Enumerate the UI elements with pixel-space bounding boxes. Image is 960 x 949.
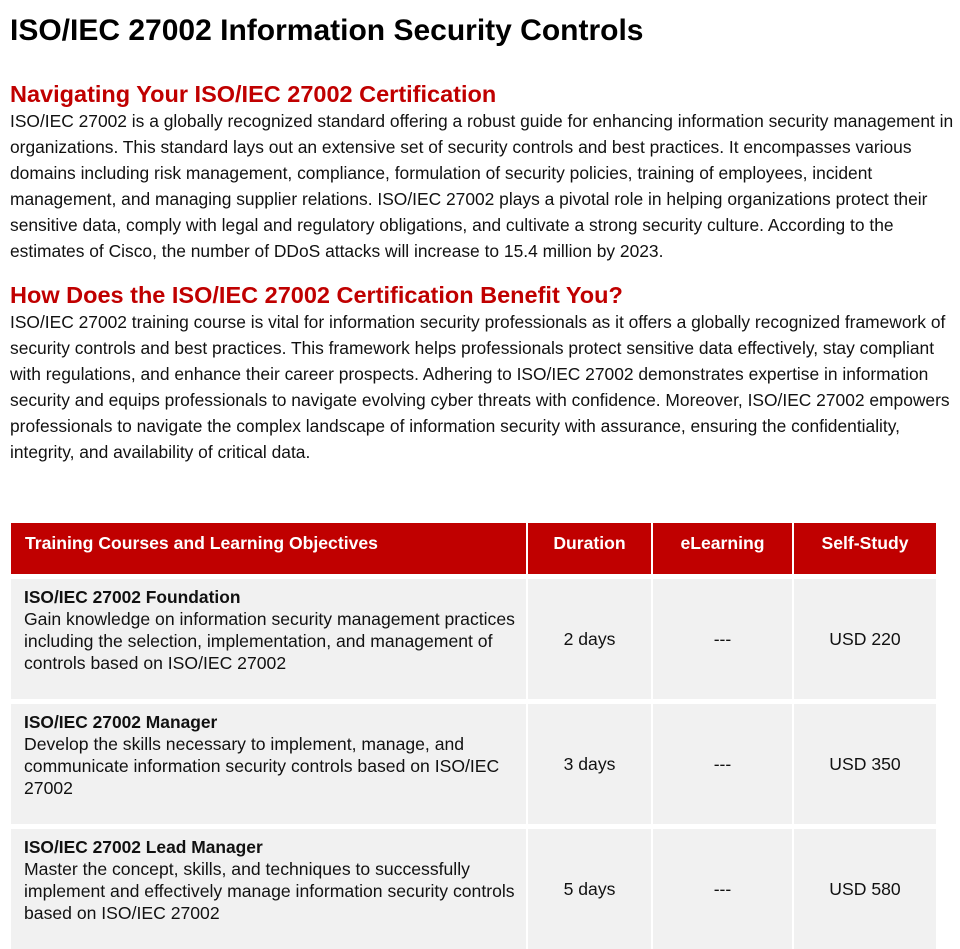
document-page	[10, 0, 955, 465]
section-heading-navigating: Navigating Your ISO/IEC 27002 Certification	[10, 81, 497, 107]
course-cell	[11, 579, 527, 699]
header-elearning: eLearning	[652, 523, 793, 574]
duration-cell: 2 days	[527, 579, 652, 699]
course-description: Master the concept, skills, and techniques to successfully implement and effectively manage information security controls based on ISO/IEC 27002	[24, 859, 515, 923]
course-description: Gain knowledge on information security management practices including the selection, implementation, and management of controls based on ISO/IEC 27002	[24, 609, 515, 673]
elearning-cell: ---	[652, 829, 793, 949]
table-row	[11, 579, 936, 699]
table-row	[11, 704, 936, 824]
self-study-cell: USD 350	[793, 704, 936, 824]
courses-table	[11, 523, 936, 949]
section-heading-benefit: How Does the ISO/IEC 27002 Certification Benefit You?	[10, 282, 623, 308]
table-row	[11, 829, 936, 949]
course-description: Develop the skills necessary to implement, manage, and communicate information security controls based on ISO/IEC 27002	[24, 734, 500, 798]
table-header-row	[11, 523, 936, 574]
course-cell	[11, 704, 527, 824]
duration-cell: 3 days	[527, 704, 652, 824]
courses-table-container	[11, 523, 936, 949]
course-cell	[11, 829, 527, 949]
header-self-study: Self-Study	[793, 523, 936, 574]
self-study-cell: USD 580	[793, 829, 936, 949]
self-study-cell: USD 220	[793, 579, 936, 699]
course-title: ISO/IEC 27002 Manager	[24, 712, 218, 732]
duration-cell: 5 days	[527, 829, 652, 949]
elearning-cell: ---	[652, 704, 793, 824]
section-body-benefit: ISO/IEC 27002 training course is vital for information security professionals as it offers a globally recognized framework of security controls and best practices. This framework helps professionals protect sensitive data effectively, stay compliant with regulations, and enhance their career prospects. Adhering to ISO/IEC 27002 demonstrates expertise in information security and equips professionals to navigate evolving cyber threats with confidence. Moreover, ISO/IEC 27002 empowers professionals to navigate the complex landscape of information security with assurance, ensuring the confidentiality, integrity, and availability of critical data.	[10, 312, 950, 462]
course-title: ISO/IEC 27002 Foundation	[24, 587, 241, 607]
header-courses: Training Courses and Learning Objectives	[11, 523, 527, 574]
page-title: ISO/IEC 27002 Information Security Controls	[10, 14, 644, 47]
course-title: ISO/IEC 27002 Lead Manager	[24, 837, 263, 857]
elearning-cell: ---	[652, 579, 793, 699]
section-body-navigating: ISO/IEC 27002 is a globally recognized standard offering a robust guide for enhancing information security management in organizations. This standard lays out an extensive set of security controls and best practices. It encompasses various domains including risk management, compliance, formulation of security policies, training of employees, incident management, and managing supplier relations. ISO/IEC 27002 plays a pivotal role in helping organizations protect their sensitive data, comply with legal and regulatory obligations, and cultivate a strong security culture. According to the estimates of Cisco, the number of DDoS attacks will increase to 15.4 million by 2023.	[10, 111, 954, 261]
header-duration: Duration	[527, 523, 652, 574]
